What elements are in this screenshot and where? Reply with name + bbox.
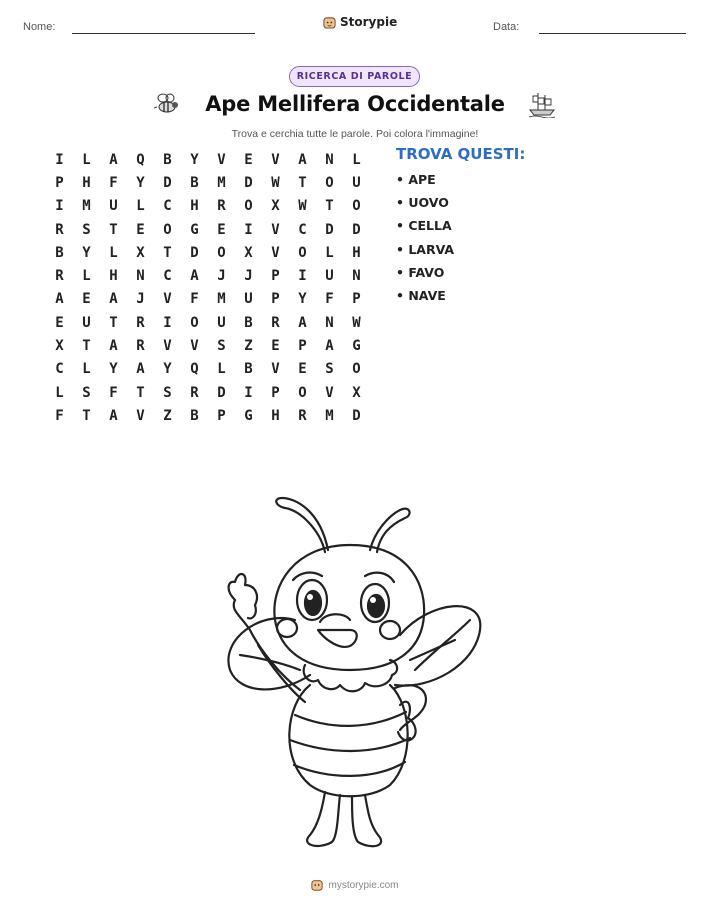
word-list-item: • APE xyxy=(396,172,436,187)
grid-row xyxy=(46,311,370,334)
grid-cell[interactable]: Q xyxy=(190,361,199,378)
grid-cell[interactable]: Y xyxy=(298,291,307,308)
grid-cell[interactable]: X xyxy=(352,384,361,401)
grid-cell[interactable]: G xyxy=(244,407,253,424)
grid-cell[interactable]: E xyxy=(136,221,145,238)
grid-cell[interactable]: A xyxy=(298,314,307,331)
grid-cell[interactable]: A xyxy=(109,291,118,308)
grid-cell[interactable]: C xyxy=(163,198,172,215)
grid-cell[interactable]: B xyxy=(244,314,253,331)
grid-cell[interactable]: E xyxy=(55,314,64,331)
grid-cell[interactable]: V xyxy=(325,384,334,401)
grid-cell[interactable]: F xyxy=(325,291,334,308)
bee-coloring-illustration xyxy=(200,490,500,870)
grid-cell[interactable]: S xyxy=(217,338,226,355)
grid-cell[interactable]: P xyxy=(352,291,361,308)
grid-cell[interactable]: H xyxy=(109,268,118,285)
grid-cell[interactable]: D xyxy=(352,407,361,424)
grid-cell[interactable]: L xyxy=(82,268,91,285)
grid-cell[interactable]: C xyxy=(55,361,64,378)
grid-cell[interactable]: L xyxy=(109,244,118,261)
grid-cell[interactable]: O xyxy=(244,198,253,215)
grid-cell[interactable]: P xyxy=(271,384,280,401)
grid-cell[interactable]: O xyxy=(325,174,334,191)
grid-cell[interactable]: N xyxy=(325,314,334,331)
brand xyxy=(323,15,397,29)
grid-cell[interactable]: R xyxy=(55,268,64,285)
grid-cell[interactable]: Z xyxy=(244,338,253,355)
grid-cell[interactable]: J xyxy=(217,268,226,285)
grid-cell[interactable]: F xyxy=(109,384,118,401)
name-label: Nome: xyxy=(23,21,56,33)
grid-cell[interactable]: T xyxy=(109,314,118,331)
footer-url[interactable]: mystorypie.com xyxy=(328,879,399,891)
grid-cell[interactable]: V xyxy=(190,338,199,355)
grid-cell[interactable]: V xyxy=(217,151,226,168)
grid-cell[interactable]: D xyxy=(190,244,199,261)
grid-cell[interactable]: B xyxy=(244,361,253,378)
grid-cell[interactable]: L xyxy=(352,151,361,168)
grid-cell[interactable]: H xyxy=(271,407,280,424)
grid-cell[interactable]: N xyxy=(352,268,361,285)
grid-cell[interactable]: I xyxy=(244,221,253,238)
page-title: Ape Mellifera Occidentale xyxy=(205,92,505,116)
grid-cell[interactable]: G xyxy=(190,221,199,238)
grid-cell[interactable]: T xyxy=(82,407,91,424)
grid-row xyxy=(46,358,370,381)
grid-cell[interactable]: I xyxy=(55,151,64,168)
grid-cell[interactable]: Y xyxy=(82,244,91,261)
grid-cell[interactable]: P xyxy=(55,174,64,191)
grid-row xyxy=(46,264,370,287)
grid-cell[interactable]: X xyxy=(271,198,280,215)
grid-row xyxy=(46,241,370,264)
grid-cell[interactable]: V xyxy=(136,407,145,424)
grid-cell[interactable]: M xyxy=(82,198,91,215)
grid-cell[interactable]: Y xyxy=(163,361,172,378)
grid-cell[interactable]: E xyxy=(217,221,226,238)
grid-cell[interactable]: U xyxy=(217,314,226,331)
grid-cell[interactable]: V xyxy=(271,244,280,261)
grid-cell[interactable]: R xyxy=(217,198,226,215)
grid-cell[interactable]: O xyxy=(217,244,226,261)
grid-cell[interactable]: T xyxy=(163,244,172,261)
grid-cell[interactable]: V xyxy=(271,221,280,238)
grid-cell[interactable]: U xyxy=(109,198,118,215)
word-list xyxy=(396,172,454,311)
word-list-item: • UOVO xyxy=(396,195,449,211)
grid-cell[interactable]: H xyxy=(190,198,199,215)
grid-cell[interactable]: O xyxy=(298,244,307,261)
grid-cell[interactable]: U xyxy=(352,174,361,191)
grid-cell[interactable]: E xyxy=(82,291,91,308)
category-badge: RICERCA DI PAROLE xyxy=(289,66,420,87)
grid-cell[interactable]: W xyxy=(271,174,280,191)
word-search-grid xyxy=(46,148,370,428)
grid-row xyxy=(46,381,370,404)
grid-cell[interactable]: F xyxy=(55,407,64,424)
grid-cell[interactable]: A xyxy=(109,151,118,168)
grid-cell[interactable]: S xyxy=(325,361,334,378)
grid-row xyxy=(46,218,370,241)
word-list-item: • LARVA xyxy=(396,241,455,257)
grid-cell[interactable]: W xyxy=(298,198,307,215)
grid-cell[interactable]: I xyxy=(55,198,64,215)
grid-cell[interactable]: P xyxy=(271,291,280,308)
grid-cell[interactable]: N xyxy=(136,268,145,285)
grid-cell[interactable]: Y xyxy=(190,151,199,168)
grid-cell[interactable]: I xyxy=(298,268,307,285)
grid-cell[interactable]: L xyxy=(325,244,334,261)
grid-cell[interactable]: N xyxy=(325,151,334,168)
grid-cell[interactable]: M xyxy=(217,174,226,191)
grid-cell[interactable]: B xyxy=(190,407,199,424)
grid-cell[interactable]: T xyxy=(109,221,118,238)
grid-cell[interactable]: R xyxy=(55,221,64,238)
grid-cell[interactable]: E xyxy=(298,361,307,378)
grid-cell[interactable]: E xyxy=(244,151,253,168)
grid-row xyxy=(46,171,370,194)
grid-cell[interactable]: C xyxy=(298,221,307,238)
grid-cell[interactable]: B xyxy=(190,174,199,191)
grid-cell[interactable]: E xyxy=(271,338,280,355)
grid-cell[interactable]: O xyxy=(352,361,361,378)
word-list-title: TROVA QUESTI: xyxy=(396,145,526,163)
grid-cell[interactable]: R xyxy=(271,314,280,331)
grid-cell[interactable]: H xyxy=(352,244,361,261)
grid-cell[interactable]: J xyxy=(136,291,145,308)
word-list-item: • FAVO xyxy=(396,264,445,280)
grid-cell[interactable]: O xyxy=(298,384,307,401)
storypie-logo-icon xyxy=(323,16,336,29)
word-list-item: • CELLA xyxy=(396,218,452,234)
grid-cell[interactable]: A xyxy=(298,151,307,168)
grid-cell[interactable]: C xyxy=(163,268,172,285)
grid-cell[interactable]: L xyxy=(136,198,145,215)
instructions: Trova e cerchia tutte le parole. Poi colora l'immagine! xyxy=(231,128,479,140)
grid-cell[interactable]: Z xyxy=(163,407,172,424)
grid-cell[interactable]: A xyxy=(109,338,118,355)
grid-cell[interactable]: Q xyxy=(136,151,145,168)
storypie-logo-icon xyxy=(311,879,323,891)
word-list-item: • NAVE xyxy=(396,287,446,303)
grid-cell[interactable]: J xyxy=(244,268,253,285)
grid-cell[interactable]: A xyxy=(190,268,199,285)
grid-cell[interactable]: U xyxy=(82,314,91,331)
grid-cell[interactable]: G xyxy=(352,338,361,355)
grid-cell[interactable]: A xyxy=(136,361,145,378)
grid-row xyxy=(46,288,370,311)
grid-cell[interactable]: R xyxy=(298,407,307,424)
grid-cell[interactable]: T xyxy=(82,338,91,355)
grid-cell[interactable]: V xyxy=(163,291,172,308)
grid-cell[interactable]: X xyxy=(136,244,145,261)
grid-cell[interactable]: P xyxy=(217,407,226,424)
grid-cell[interactable]: V xyxy=(163,338,172,355)
grid-row xyxy=(46,148,370,171)
grid-cell[interactable]: B xyxy=(55,244,64,261)
name-line[interactable] xyxy=(72,33,255,34)
grid-cell[interactable]: D xyxy=(217,384,226,401)
grid-cell[interactable]: S xyxy=(82,221,91,238)
grid-cell[interactable]: X xyxy=(55,338,64,355)
grid-cell[interactable]: F xyxy=(190,291,199,308)
grid-cell[interactable]: D xyxy=(163,174,172,191)
grid-cell[interactable]: V xyxy=(271,361,280,378)
grid-row xyxy=(46,334,370,357)
grid-cell[interactable]: M xyxy=(325,407,334,424)
grid-cell[interactable]: X xyxy=(244,244,253,261)
grid-cell[interactable]: R xyxy=(136,338,145,355)
grid-cell[interactable]: L xyxy=(82,151,91,168)
grid-cell[interactable]: L xyxy=(55,384,64,401)
grid-cell[interactable]: U xyxy=(325,268,334,285)
grid-row xyxy=(46,195,370,218)
grid-cell[interactable]: L xyxy=(82,361,91,378)
grid-cell[interactable]: D xyxy=(352,221,361,238)
grid-cell[interactable]: T xyxy=(136,384,145,401)
grid-cell[interactable]: H xyxy=(82,174,91,191)
grid-cell[interactable]: I xyxy=(163,314,172,331)
grid-cell[interactable]: U xyxy=(244,291,253,308)
grid-cell[interactable]: L xyxy=(217,361,226,378)
date-line[interactable] xyxy=(539,33,686,34)
grid-cell[interactable]: D xyxy=(325,221,334,238)
grid-row xyxy=(46,404,370,427)
grid-cell[interactable]: A xyxy=(55,291,64,308)
date-label: Data: xyxy=(493,21,520,33)
grid-cell[interactable]: W xyxy=(352,314,361,331)
grid-cell[interactable]: V xyxy=(271,151,280,168)
grid-cell[interactable]: O xyxy=(352,198,361,215)
grid-cell[interactable]: F xyxy=(109,174,118,191)
grid-cell[interactable]: S xyxy=(163,384,172,401)
sailing-ship-icon xyxy=(528,90,556,118)
grid-cell[interactable]: Y xyxy=(136,174,145,191)
bee-icon xyxy=(154,92,180,116)
grid-cell[interactable]: Y xyxy=(109,361,118,378)
brand-name: Storypie xyxy=(340,15,398,29)
grid-cell[interactable]: P xyxy=(271,268,280,285)
grid-cell[interactable]: M xyxy=(217,291,226,308)
grid-cell[interactable]: O xyxy=(190,314,199,331)
footer xyxy=(300,879,410,891)
grid-cell[interactable]: P xyxy=(298,338,307,355)
grid-cell[interactable]: S xyxy=(82,384,91,401)
grid-cell[interactable]: D xyxy=(244,174,253,191)
grid-cell[interactable]: O xyxy=(163,221,172,238)
grid-cell[interactable]: A xyxy=(109,407,118,424)
grid-cell[interactable]: B xyxy=(163,151,172,168)
grid-cell[interactable]: R xyxy=(136,314,145,331)
grid-cell[interactable]: T xyxy=(298,174,307,191)
grid-cell[interactable]: I xyxy=(244,384,253,401)
grid-cell[interactable]: A xyxy=(325,338,334,355)
grid-cell[interactable]: R xyxy=(190,384,199,401)
grid-cell[interactable]: T xyxy=(325,198,334,215)
